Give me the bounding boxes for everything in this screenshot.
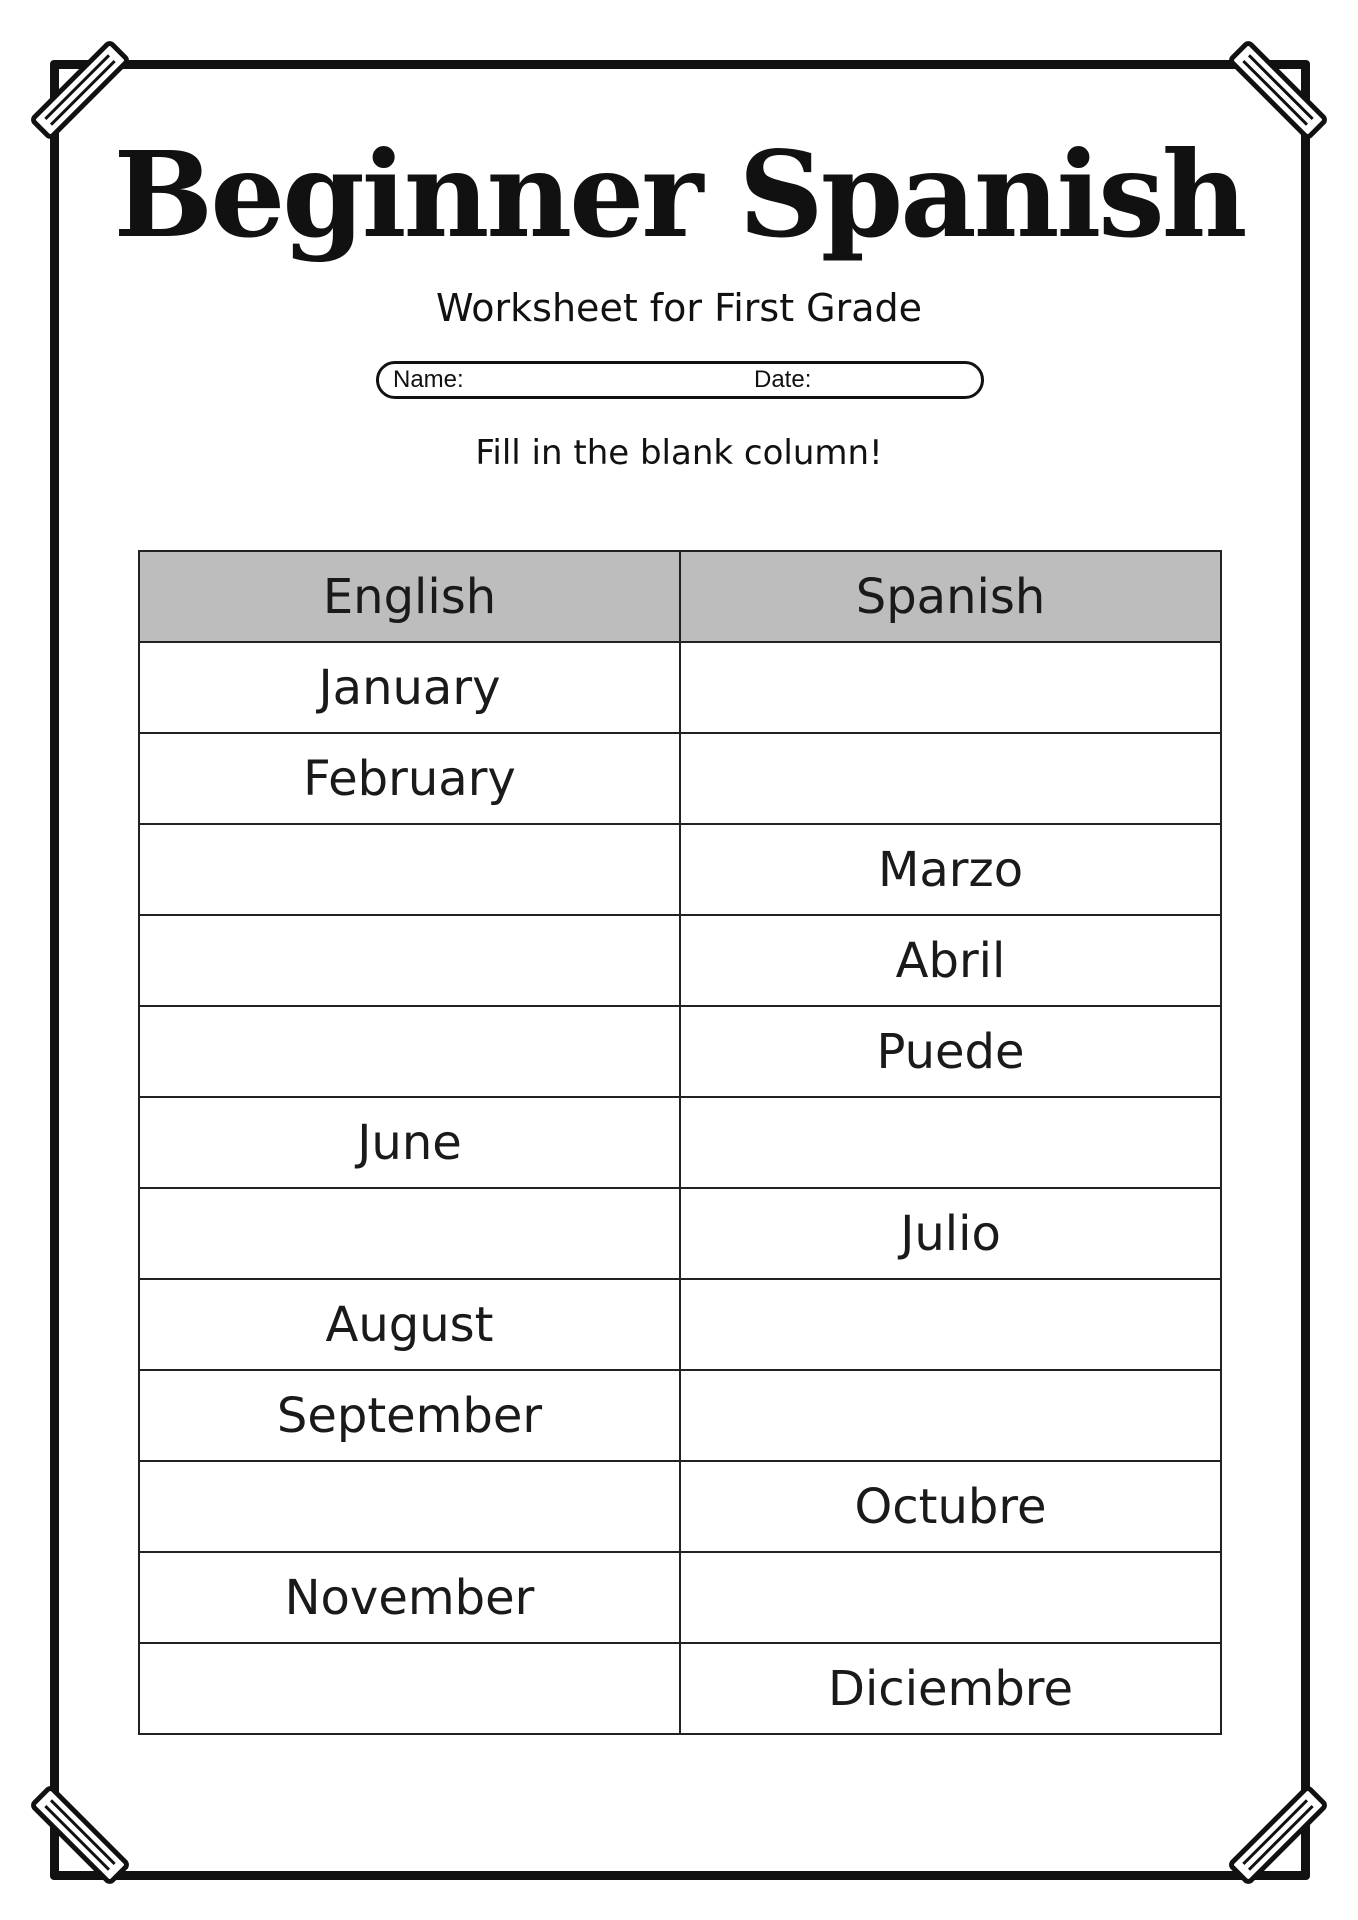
english-cell[interactable]: June [139, 1097, 680, 1188]
date-label: Date: [754, 366, 812, 393]
table-row [139, 1279, 1221, 1370]
table-row [139, 915, 1221, 1006]
table-header-row [139, 551, 1221, 642]
table-row [139, 1461, 1221, 1552]
name-label: Name: [393, 366, 464, 393]
english-cell[interactable] [139, 1643, 680, 1734]
english-cell[interactable] [139, 824, 680, 915]
spanish-cell[interactable] [680, 1279, 1221, 1370]
table-row [139, 824, 1221, 915]
spanish-cell[interactable] [680, 733, 1221, 824]
english-cell[interactable]: November [139, 1552, 680, 1643]
table-row [139, 1097, 1221, 1188]
spanish-cell[interactable] [680, 642, 1221, 733]
english-cell[interactable]: August [139, 1279, 680, 1370]
worksheet-subtitle: Worksheet for First Grade [435, 286, 923, 330]
corner-tape-bottom-right [1223, 1780, 1333, 1890]
table-row [139, 1006, 1221, 1097]
spanish-cell[interactable]: Puede [680, 1006, 1221, 1097]
months-table [138, 550, 1222, 1735]
spanish-cell[interactable]: Diciembre [680, 1643, 1221, 1734]
spanish-cell[interactable]: Julio [680, 1188, 1221, 1279]
table-row [139, 1370, 1221, 1461]
name-date-field[interactable] [376, 361, 984, 399]
header-spanish: Spanish [680, 551, 1221, 642]
spanish-cell[interactable] [680, 1370, 1221, 1461]
spanish-cell[interactable]: Marzo [680, 824, 1221, 915]
header-english: English [139, 551, 680, 642]
table-row [139, 1552, 1221, 1643]
table-row [139, 1643, 1221, 1734]
english-cell[interactable]: February [139, 733, 680, 824]
english-cell[interactable] [139, 1461, 680, 1552]
table-row [139, 642, 1221, 733]
instruction-text: Fill in the blank column! [475, 433, 883, 473]
english-cell[interactable]: January [139, 642, 680, 733]
spanish-cell[interactable] [680, 1097, 1221, 1188]
corner-tape-bottom-left [25, 1780, 135, 1890]
table-row [139, 1188, 1221, 1279]
english-cell[interactable] [139, 915, 680, 1006]
table-row [139, 733, 1221, 824]
spanish-cell[interactable]: Abril [680, 915, 1221, 1006]
english-cell[interactable] [139, 1006, 680, 1097]
english-cell[interactable]: September [139, 1370, 680, 1461]
spanish-cell[interactable]: Octubre [680, 1461, 1221, 1552]
worksheet-title: Beginner Spanish [113, 125, 1245, 264]
english-cell[interactable] [139, 1188, 680, 1279]
spanish-cell[interactable] [680, 1552, 1221, 1643]
